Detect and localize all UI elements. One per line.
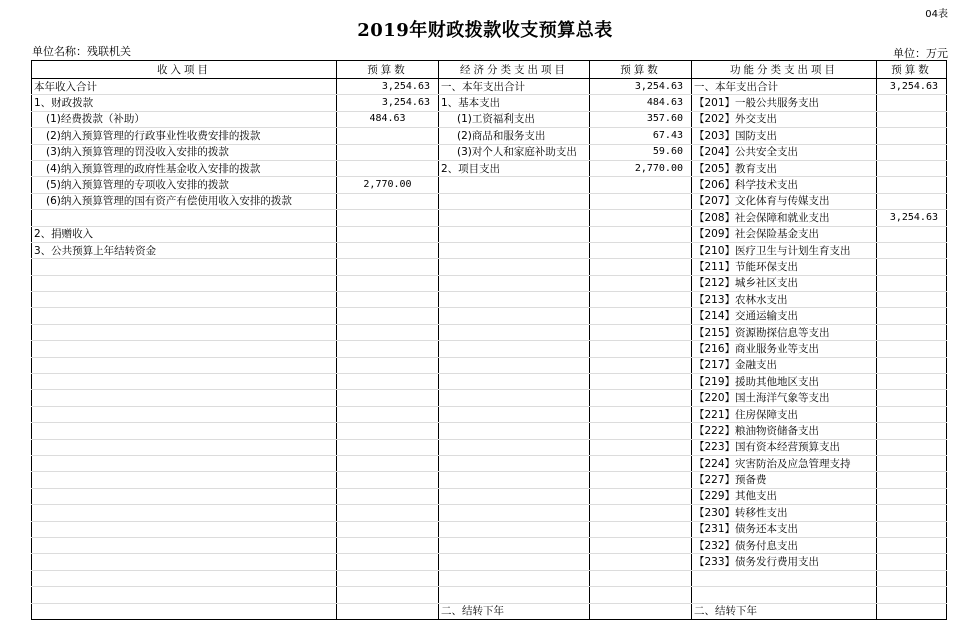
empty-cell — [439, 177, 590, 193]
functional-item-label: 【215】资源勘探信息等支出 — [692, 324, 877, 340]
economic-item-label: (2)商品和服务支出 — [439, 128, 590, 144]
empty-cell — [32, 439, 337, 455]
functional-item-value — [877, 259, 947, 275]
empty-cell — [337, 587, 439, 603]
header-income-budget: 预算数 — [337, 61, 439, 79]
empty-cell — [32, 603, 337, 619]
functional-item-value — [877, 160, 947, 176]
income-item-label: (4)纳入预算管理的政府性基金收入安排的拨款 — [32, 160, 337, 176]
header-row — [32, 61, 947, 79]
functional-item-value — [877, 128, 947, 144]
empty-cell — [590, 488, 692, 504]
functional-item-value — [877, 95, 947, 111]
empty-cell — [32, 423, 337, 439]
empty-cell — [590, 587, 692, 603]
economic-item-label: 2、项目支出 — [439, 160, 590, 176]
functional-item-value — [877, 357, 947, 373]
budget-table — [31, 60, 947, 620]
functional-item-value — [877, 374, 947, 390]
table-row — [32, 242, 947, 258]
empty-cell — [337, 374, 439, 390]
empty-cell — [337, 406, 439, 422]
empty-cell — [32, 570, 337, 586]
empty-cell — [439, 439, 590, 455]
table-row — [32, 488, 947, 504]
functional-item-value — [877, 193, 947, 209]
empty-cell — [337, 341, 439, 357]
empty-cell — [32, 259, 337, 275]
functional-item-value — [877, 275, 947, 291]
empty-cell — [337, 472, 439, 488]
functional-item-value — [877, 242, 947, 258]
empty-cell — [32, 292, 337, 308]
empty-cell — [337, 259, 439, 275]
empty-cell — [32, 472, 337, 488]
table-row — [32, 439, 947, 455]
income-item-value: 3,254.63 — [337, 79, 439, 95]
income-item-value: 3,254.63 — [337, 95, 439, 111]
functional-item-label: 【206】科学技术支出 — [692, 177, 877, 193]
income-item-value — [337, 160, 439, 176]
empty-cell — [590, 324, 692, 340]
table-row — [32, 603, 947, 619]
table-row — [32, 570, 947, 586]
economic-item-label: (1)工资福利支出 — [439, 111, 590, 127]
empty-cell — [590, 455, 692, 471]
functional-item-value — [877, 505, 947, 521]
income-item-value — [337, 193, 439, 209]
empty-cell — [439, 390, 590, 406]
income-item-label: 2、捐赠收入 — [32, 226, 337, 242]
empty-cell — [439, 488, 590, 504]
empty-cell — [590, 374, 692, 390]
table-row — [32, 193, 947, 209]
functional-item-label: 【207】文化体育与传媒支出 — [692, 193, 877, 209]
empty-cell — [337, 439, 439, 455]
income-item-label: 本年收入合计 — [32, 79, 337, 95]
income-item-label: (1)经费拨款（补助） — [32, 111, 337, 127]
table-row — [32, 95, 947, 111]
functional-item-label: 【204】公共安全支出 — [692, 144, 877, 160]
empty-cell — [590, 308, 692, 324]
functional-item-value — [877, 406, 947, 422]
functional-item-label: 【201】一般公共服务支出 — [692, 95, 877, 111]
empty-cell — [337, 603, 439, 619]
table-row — [32, 128, 947, 144]
empty-cell — [439, 341, 590, 357]
functional-item-value — [877, 226, 947, 242]
functional-item-label: 【221】住房保障支出 — [692, 406, 877, 422]
header-economic-item: 经济分类支出项目 — [439, 61, 590, 79]
functional-item-value — [877, 472, 947, 488]
functional-item-value — [877, 292, 947, 308]
header-economic-budget: 预算数 — [590, 61, 692, 79]
income-item-value: 484.63 — [337, 111, 439, 127]
empty-cell — [337, 292, 439, 308]
functional-item-value — [877, 324, 947, 340]
empty-cell — [877, 570, 947, 586]
empty-cell — [590, 193, 692, 209]
income-item-label: 1、财政拨款 — [32, 95, 337, 111]
functional-item-value: 3,254.63 — [877, 79, 947, 95]
functional-item-label: 【210】医疗卫生与计划生育支出 — [692, 242, 877, 258]
empty-cell — [590, 242, 692, 258]
economic-carry-label: 二、结转下年 — [439, 603, 590, 619]
empty-cell — [337, 324, 439, 340]
empty-cell — [337, 308, 439, 324]
functional-item-label: 【212】城乡社区支出 — [692, 275, 877, 291]
empty-cell — [32, 587, 337, 603]
empty-cell — [439, 275, 590, 291]
empty-cell — [439, 505, 590, 521]
income-item-label: (3)纳入预算管理的罚没收入安排的拨款 — [32, 144, 337, 160]
empty-cell — [590, 390, 692, 406]
empty-cell — [439, 357, 590, 373]
income-item-label: (2)纳入预算管理的行政事业性收费安排的拨款 — [32, 128, 337, 144]
functional-item-value — [877, 554, 947, 570]
empty-cell — [32, 357, 337, 373]
table-row — [32, 144, 947, 160]
form-code: 04表 — [925, 9, 948, 20]
empty-cell — [337, 570, 439, 586]
income-item-label: (6)纳入预算管理的国有资产有偿使用收入安排的拨款 — [32, 193, 337, 209]
functional-item-value — [877, 144, 947, 160]
empty-cell — [337, 390, 439, 406]
empty-cell — [439, 226, 590, 242]
empty-cell — [439, 374, 590, 390]
income-item-label: 3、公共预算上年结转资金 — [32, 242, 337, 258]
empty-cell — [590, 521, 692, 537]
income-item-value — [337, 128, 439, 144]
table-row — [32, 308, 947, 324]
empty-cell — [337, 275, 439, 291]
empty-cell — [337, 537, 439, 553]
empty-cell — [337, 357, 439, 373]
income-item-value — [337, 210, 439, 226]
income-item-value — [337, 226, 439, 242]
table-row — [32, 259, 947, 275]
table-row — [32, 587, 947, 603]
empty-cell — [590, 357, 692, 373]
functional-item-label: 【205】教育支出 — [692, 160, 877, 176]
empty-cell — [32, 324, 337, 340]
empty-cell — [32, 505, 337, 521]
empty-cell — [32, 308, 337, 324]
empty-cell — [32, 537, 337, 553]
functional-item-label: 【224】灾害防治及应急管理支持 — [692, 455, 877, 471]
empty-cell — [32, 455, 337, 471]
table-row — [32, 423, 947, 439]
functional-item-label: 【222】粮油物资储备支出 — [692, 423, 877, 439]
table-row — [32, 472, 947, 488]
empty-cell — [439, 521, 590, 537]
empty-cell — [32, 406, 337, 422]
economic-item-value: 67.43 — [590, 128, 692, 144]
functional-item-label: 【209】社会保险基金支出 — [692, 226, 877, 242]
empty-cell — [32, 275, 337, 291]
functional-item-value — [877, 111, 947, 127]
functional-carry-label: 二、结转下年 — [692, 603, 877, 619]
empty-cell — [439, 455, 590, 471]
empty-cell — [439, 193, 590, 209]
unit-label: 单位：万元 — [893, 47, 948, 60]
functional-item-label: 【232】债务付息支出 — [692, 537, 877, 553]
empty-cell — [590, 177, 692, 193]
header-income-item: 收入项目 — [32, 61, 337, 79]
table-row — [32, 210, 947, 226]
empty-cell — [590, 472, 692, 488]
empty-cell — [439, 259, 590, 275]
empty-cell — [590, 259, 692, 275]
functional-item-label: 【223】国有资本经营预算支出 — [692, 439, 877, 455]
empty-cell — [590, 341, 692, 357]
empty-cell — [439, 292, 590, 308]
empty-cell — [590, 603, 692, 619]
table-row — [32, 537, 947, 553]
empty-cell — [590, 210, 692, 226]
empty-cell — [32, 488, 337, 504]
functional-item-label: 【216】商业服务业等支出 — [692, 341, 877, 357]
table-row — [32, 390, 947, 406]
functional-item-label: 【217】金融支出 — [692, 357, 877, 373]
empty-cell — [590, 439, 692, 455]
empty-cell — [439, 554, 590, 570]
functional-item-label: 【211】节能环保支出 — [692, 259, 877, 275]
functional-item-value — [877, 308, 947, 324]
empty-cell — [590, 292, 692, 308]
economic-item-value: 484.63 — [590, 95, 692, 111]
table-row — [32, 292, 947, 308]
income-item-value — [337, 144, 439, 160]
empty-cell — [439, 423, 590, 439]
income-item-label: (5)纳入预算管理的专项收入安排的拨款 — [32, 177, 337, 193]
economic-item-label: (3)对个人和家庭补助支出 — [439, 144, 590, 160]
functional-item-value — [877, 177, 947, 193]
empty-cell — [439, 406, 590, 422]
table-row — [32, 374, 947, 390]
functional-item-label: 【233】债务发行费用支出 — [692, 554, 877, 570]
income-item-label — [32, 210, 337, 226]
functional-item-value — [877, 455, 947, 471]
empty-cell — [337, 423, 439, 439]
empty-cell — [337, 455, 439, 471]
table-row — [32, 341, 947, 357]
empty-cell — [590, 226, 692, 242]
table-row — [32, 357, 947, 373]
functional-item-value — [877, 390, 947, 406]
empty-cell — [32, 341, 337, 357]
functional-item-label: 【208】社会保障和就业支出 — [692, 210, 877, 226]
empty-cell — [337, 554, 439, 570]
empty-cell — [877, 587, 947, 603]
empty-cell — [692, 570, 877, 586]
table-row — [32, 554, 947, 570]
empty-cell — [877, 603, 947, 619]
functional-item-label: 【227】预备费 — [692, 472, 877, 488]
functional-item-value — [877, 341, 947, 357]
functional-item-value — [877, 423, 947, 439]
functional-item-label: 【214】交通运输支出 — [692, 308, 877, 324]
table-row — [32, 406, 947, 422]
functional-item-label: 【229】其他支出 — [692, 488, 877, 504]
empty-cell — [32, 374, 337, 390]
header-functional-item: 功能分类支出项目 — [692, 61, 877, 79]
empty-cell — [439, 587, 590, 603]
empty-cell — [337, 505, 439, 521]
page-title: 2019年财政拨款收支预算总表 — [357, 20, 613, 41]
empty-cell — [439, 242, 590, 258]
table-row — [32, 521, 947, 537]
empty-cell — [439, 570, 590, 586]
empty-cell — [337, 488, 439, 504]
functional-item-label: 【231】债务还本支出 — [692, 521, 877, 537]
functional-item-value — [877, 521, 947, 537]
empty-cell — [590, 537, 692, 553]
empty-cell — [590, 505, 692, 521]
empty-cell — [337, 521, 439, 537]
empty-cell — [590, 554, 692, 570]
functional-item-value — [877, 439, 947, 455]
economic-item-value: 59.60 — [590, 144, 692, 160]
table-row — [32, 177, 947, 193]
empty-cell — [590, 275, 692, 291]
functional-item-label: 【203】国防支出 — [692, 128, 877, 144]
economic-item-value: 2,770.00 — [590, 160, 692, 176]
empty-cell — [692, 587, 877, 603]
functional-item-value — [877, 537, 947, 553]
unit-name: 单位名称：残联机关 — [32, 45, 131, 58]
empty-cell — [590, 423, 692, 439]
table-row — [32, 505, 947, 521]
functional-item-label: 【220】国土海洋气象等支出 — [692, 390, 877, 406]
economic-item-label: 1、基本支出 — [439, 95, 590, 111]
empty-cell — [439, 210, 590, 226]
economic-item-value: 3,254.63 — [590, 79, 692, 95]
empty-cell — [439, 324, 590, 340]
table-row — [32, 455, 947, 471]
functional-item-label: 【219】援助其他地区支出 — [692, 374, 877, 390]
empty-cell — [439, 537, 590, 553]
functional-item-label: 【202】外交支出 — [692, 111, 877, 127]
empty-cell — [439, 472, 590, 488]
table-row — [32, 160, 947, 176]
empty-cell — [439, 308, 590, 324]
economic-item-value: 357.60 — [590, 111, 692, 127]
functional-item-label: 一、本年支出合计 — [692, 79, 877, 95]
functional-item-value — [877, 488, 947, 504]
table-row — [32, 226, 947, 242]
empty-cell — [32, 390, 337, 406]
income-item-value: 2,770.00 — [337, 177, 439, 193]
economic-item-label: 一、本年支出合计 — [439, 79, 590, 95]
header-functional-budget: 预算数 — [877, 61, 947, 79]
functional-item-label: 【213】农林水支出 — [692, 292, 877, 308]
empty-cell — [32, 521, 337, 537]
table-row — [32, 111, 947, 127]
table-row — [32, 79, 947, 95]
table-row — [32, 275, 947, 291]
income-item-value — [337, 242, 439, 258]
functional-item-label: 【230】转移性支出 — [692, 505, 877, 521]
empty-cell — [590, 570, 692, 586]
empty-cell — [590, 406, 692, 422]
empty-cell — [32, 554, 337, 570]
functional-item-value: 3,254.63 — [877, 210, 947, 226]
table-row — [32, 324, 947, 340]
